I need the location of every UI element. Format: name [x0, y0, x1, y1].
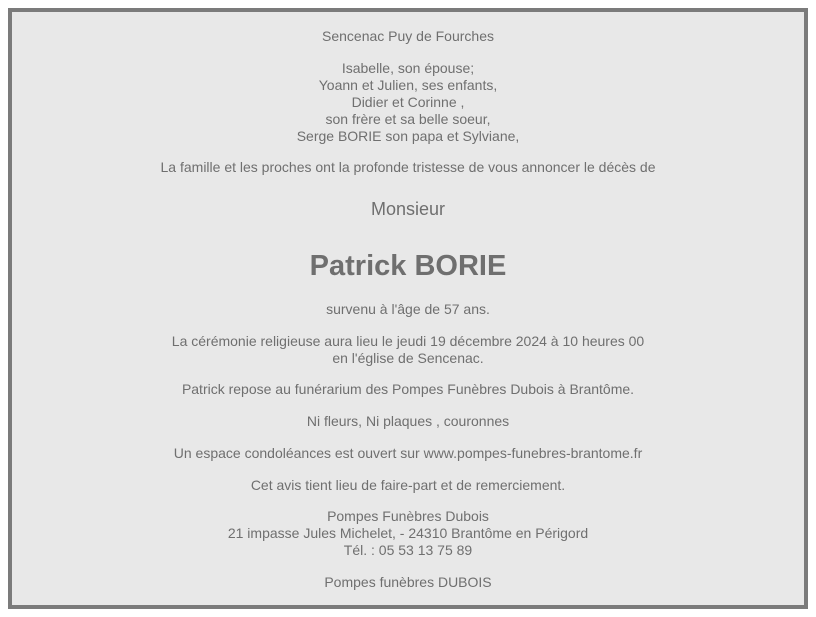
family-member-line: son frère et sa belle soeur,	[325, 111, 491, 127]
location-text: Sencenac Puy de Fourches	[322, 28, 494, 44]
ceremony-info	[12, 333, 804, 367]
condolences-text: Un espace condoléances est ouvert sur www.pompes-funebres-brantome.fr	[173, 445, 643, 461]
family-member-line: Yoann et Julien, ses enfants,	[318, 77, 498, 93]
funeral-home-contact	[12, 508, 804, 559]
family-member-line: Didier et Corinne ,	[351, 94, 465, 110]
flowers-line	[12, 413, 804, 430]
announcement-line	[12, 159, 804, 176]
death-notice-card	[8, 8, 808, 609]
family-list	[12, 60, 804, 145]
ceremony-line: La cérémonie religieuse aura lieu le jeudi 19 décembre 2024 à 10 heures 00	[171, 333, 645, 349]
age-text: survenu à l'âge de 57 ans.	[326, 301, 490, 317]
notice-line	[12, 477, 804, 494]
ceremony-line: en l'église de Sencenac.	[332, 350, 484, 366]
funeral-home-address: 21 impasse Jules Michelet, - 24310 Brantôme en Périgord	[227, 525, 589, 541]
notice-text: Cet avis tient lieu de faire-part et de remerciement.	[250, 477, 566, 493]
deceased-name-text: Patrick BORIE	[309, 250, 507, 282]
deceased-name	[12, 249, 804, 283]
family-member-line: Isabelle, son épouse;	[341, 60, 475, 76]
funeral-home-name: Pompes Funèbres Dubois	[327, 508, 489, 524]
age-line	[12, 301, 804, 318]
honorific-text: Monsieur	[370, 199, 446, 219]
honorific	[12, 198, 804, 220]
signature-line	[12, 574, 804, 591]
flowers-text: Ni fleurs, Ni plaques , couronnes	[306, 413, 510, 429]
signature-text: Pompes funèbres DUBOIS	[324, 574, 492, 590]
location-line	[12, 28, 804, 45]
announcement-text: La famille et les proches ont la profonde tristesse de vous annoncer le décès de	[160, 159, 656, 175]
funerarium-line	[12, 381, 804, 398]
funeral-home-phone: Tél. : 05 53 13 75 89	[343, 542, 473, 558]
funerarium-text: Patrick repose au funérarium des Pompes Funèbres Dubois à Brantôme.	[181, 381, 635, 397]
condolences-line	[12, 445, 804, 462]
family-member-line: Serge BORIE son papa et Sylviane,	[296, 128, 520, 144]
